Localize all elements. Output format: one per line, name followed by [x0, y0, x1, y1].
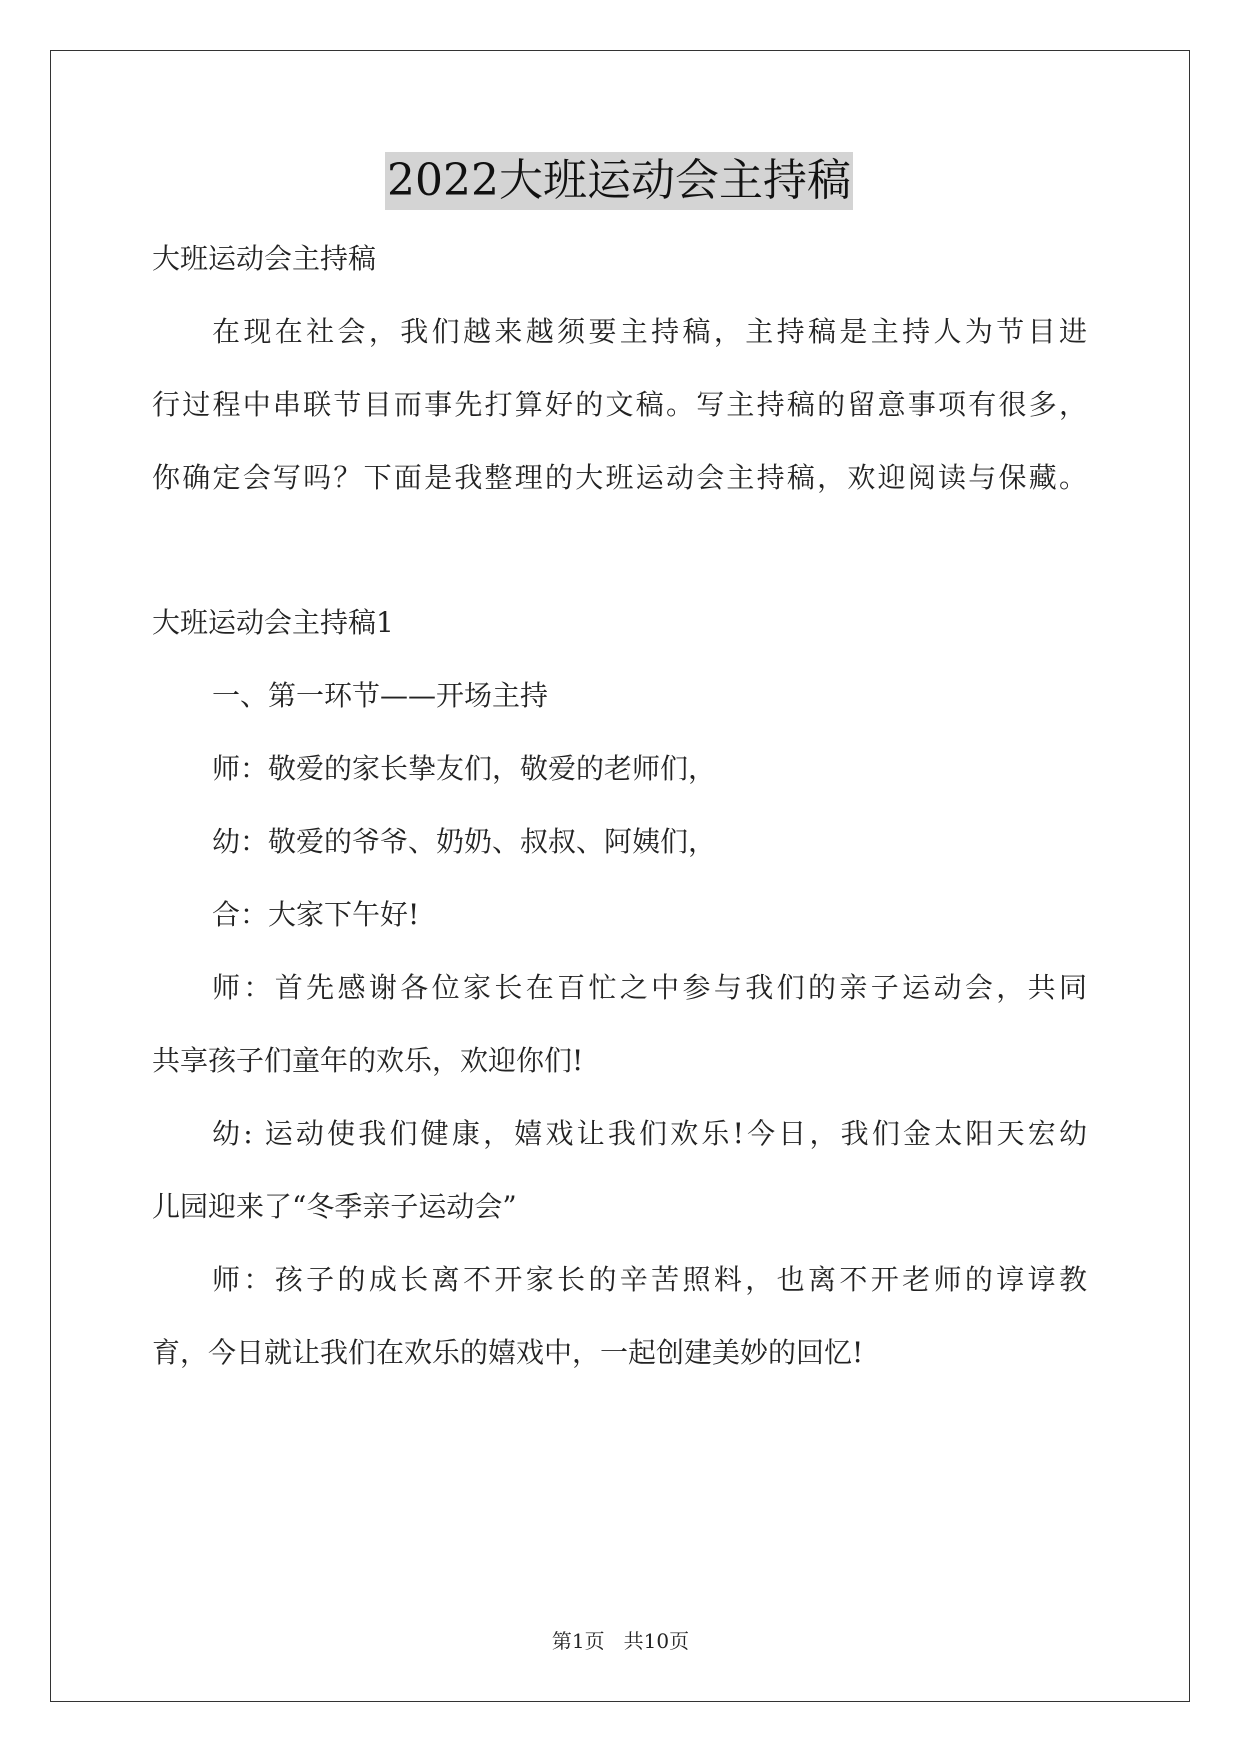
page-total: 共10页	[623, 1629, 690, 1653]
paragraph-line: 合：大家下午好!	[212, 898, 420, 931]
paragraph-line: 师：敬爱的家长挚友们，敬爱的老师们，	[212, 752, 717, 785]
paragraph-line: 幼: 运动使我们健康，嬉戏让我们欢乐!今日，我们金太阳天宏幼	[212, 1117, 1087, 1150]
paragraph-line: 在现在社会，我们越来越须要主持稿，主持稿是主持人为节目进	[212, 315, 1087, 348]
paragraph-line: 共享孩子们童年的欢乐，欢迎你们!	[152, 1044, 584, 1077]
paragraph-line: 行过程中串联节目而事先打算好的文稿。写主持稿的留意事项有很多，	[152, 388, 1087, 421]
paragraph-line: 儿园迎来了“冬季亲子运动会”	[152, 1190, 517, 1223]
paragraph-line: 育，今日就让我们在欢乐的嬉戏中，一起创建美妙的回忆!	[152, 1336, 864, 1369]
section-heading: 大班运动会主持稿1	[152, 606, 394, 639]
paragraph-line: 师：孩子的成长离不开家长的辛苦照料，也离不开老师的谆谆教	[212, 1263, 1087, 1296]
paragraph-line: 幼：敬爱的爷爷、奶奶、叔叔、阿姨们，	[212, 825, 717, 858]
page-number: 第1页	[551, 1629, 605, 1653]
subtitle-line: 大班运动会主持稿	[152, 242, 377, 275]
paragraph-line: 你确定会写吗？下面是我整理的大班运动会主持稿，欢迎阅读与保藏。	[152, 461, 1087, 494]
document-title: 2022大班运动会主持稿	[385, 152, 853, 210]
page-footer	[0, 1628, 1241, 1654]
paragraph-line: 一、第一环节——开场主持	[212, 679, 549, 712]
page-border	[50, 50, 1190, 1702]
paragraph-line: 师：首先感谢各位家长在百忙之中参与我们的亲子运动会，共同	[212, 971, 1087, 1004]
